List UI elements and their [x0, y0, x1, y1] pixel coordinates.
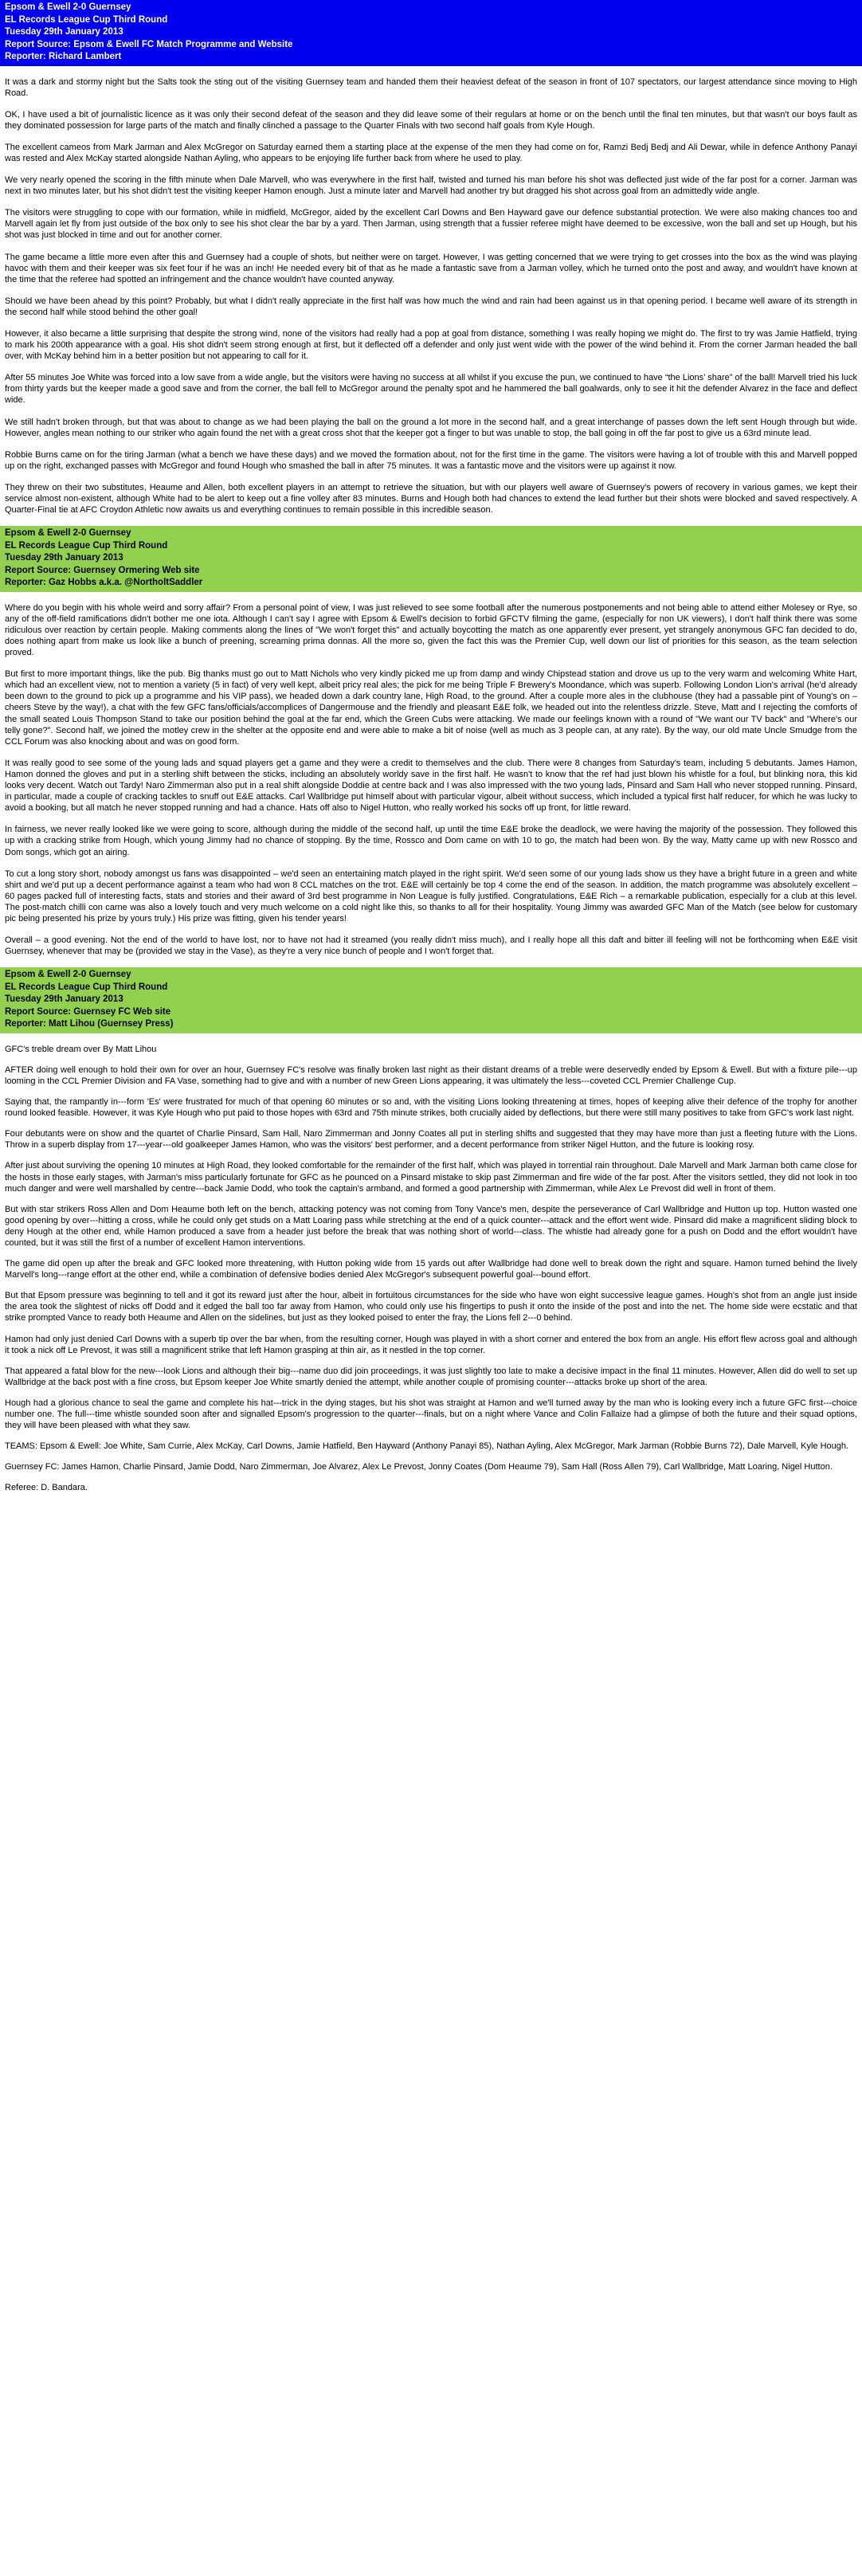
- report-paragraph: The game did open up after the break and GFC looked more threatening, with Hutton poking wide from 15 yards out after Wallbridge had done well to break down the right and square. Hamon turned behind the lively Marvell's long---range effort at the other end, while a combination of defensive bodies denied Alex McGregor's subsequent powerful goal---bound effort.: [5, 1259, 857, 1280]
- reporter: Reporter: Matt Lihou (Guernsey Press): [5, 1019, 174, 1029]
- report-paragraph: Saying that, the rampantly in---form 'Es' were frustrated for much of that opening 60 minutes or so and, with the visiting Lions looking threatening at times, hopes of keeping alive their defence of the trophy for another round looked feasible. However, it was Kyle Hough who put paid to those hopes with 63rd and 75th minute strikes, both crucially aided by deflections, but there were still many positives to take from GFC's work last night.: [5, 1097, 857, 1119]
- report-paragraph: Hamon had only just denied Carl Downs with a superb tip over the bar when, from the resulting corner, Hough was played in with a short corner and entered the box from an angle. His effort flew across goal and although it took a nick off Le Prevost, it was still a magnificent strike that left Hamon grasping at thin air, as it nestled in the top corner.: [5, 1334, 857, 1355]
- report-paragraph: They threw on their two substitutes, Heaume and Allen, both excellent players in an attempt to retrieve the situation, but with our players well aware of Guernsey's powers of recovery in various games, we kept their service almost non-existent, although White had to be alert to keep out a fine volley after 83 minutes. Burns and Hough both had chances to extend the lead further but their shots were blocked and saved respectively. A Quarter-Final tie at AFC Croydon Athletic now awaits us and everything continues to remain possible in this incredible season.: [5, 482, 857, 516]
- report-paragraph: However, it also became a little surprising that despite the strong wind, none of the visitors had really had a pop at goal from distance, something I was really hoping we might do. The first to try was Jamie Hatfield, trying to mark his 200th appearance with a goal. His shot didn't seem strong enough at first, but it deflected off a defender and only just went wide with the power of the wind behind it. From the corner Jarman headed the ball over, with McKay behind him in a better position but not appearing to call for it.: [5, 329, 857, 362]
- report-paragraph: It was really good to see some of the young lads and squad players get a game and they were a credit to themselves and the club. There were 8 changes from Saturday's team, including 5 debutants. James Hamon, Hamon donned the gloves and put in a sterling shift between the sticks, including an absolutely worldy save in the first half. He wasn't to know that the ref had just blown his whistle for a foul, but blinking nora, this kid looks very decent. Watch out Tardy! Naro Zimmerman also put in a real shift alongside Doddie at centre back and I was also impressed with the two young lads, Pinsard and Sam Hall who never stopped running. Pinsard, in particular, made a couple of cracking tackles to snuff out E&E attacks. Carl Wallbridge put himself about with particular vigour, albeit without success, which included a typical first half reducer, for which he was lucky to avoid a booking, but all match he never stopped running and had a chance. Hats off also to Nigel Hutton, who really worked his socks off up front, for little reward.: [5, 758, 857, 814]
- report-paragraph: Should we have been ahead by this point? Probably, but what I didn't really appreciate in the first half was how much the wind and rain had been against us in that opening period. I became well aware of its strength in the second half while stood behind the other goal!: [5, 296, 857, 317]
- report-paragraph: TEAMS: Epsom & Ewell: Joe White, Sam Currie, Alex McKay, Carl Downs, Jamie Hatfield, Ben Hayward (Anthony Panayi 85), Nathan Ayling, Alex McGregor, Mark Jarman (Robbie Burns 72), Dale Marvell, Kyle Hough.: [5, 1441, 849, 1452]
- report-paragraph: Where do you begin with his whole weird and sorry affair? From a personal point of view, I was just relieved to see some football after the numerous postponements and not being able to attend either Molesey or Rye, so any of the off-field ramifications didn't bother me one iota. Although I can't say I agree with Epsom & Ewell's decision to forbid GFCTV filming the game, (especially for non UK viewers), I don't half think there was some ridiculous over reaction by certain people. Making comments along the lines of "We won't forget this" and actually boycotting the match as one apparently ever present, yet strangely anonymous GFC fan decided to do, does nothing apart from make us look like a bunch of preening, screaming prima donnas. All the more so, given the fact this was the Premier Cup, well down our list of priorities for this season, as the team selection proved.: [5, 602, 857, 658]
- report-body-guernsey-press: [0, 1044, 862, 1494]
- report-paragraph: Guernsey FC: James Hamon, Charlie Pinsard, Jamie Dodd, Naro Zimmerman, Joe Alvarez, Alex Le Prevost, Jonny Coates (Dom Heaume 79), Sam Hall (Ross Allen 79), Carl Wallbridge, Matt Loaring, Nigel Hutton.: [5, 1462, 833, 1472]
- report-paragraph: After just about surviving the opening 10 minutes at High Road, they looked comfortable for the remainder of the first half, which was played in torrential rain throughout. Dale Marvell and Mark Jarman both came close for the hosts in those early stages, with Jarman's miss particularly fortunate for GFC as he pounced on a Pinsard mistake to skip past Zimmerman and fire wide of the far post. After the visitors settled, they did not look in too much danger and were well marshalled by centre---back Jamie Dodd, who took the captain's armband, and formed a good partnership with Zimmerman, while Alex Le Prevost did well in front of them.: [5, 1161, 857, 1194]
- report-paragraph: We still hadn't broken through, but that was about to change as we had been playing the ball on the ground a lot more in the second half, and a great interchange of passes down the left sent Hough through but wide. However, angles mean nothing to our striker who again found the net with a great cross shot that the keeper got a finger to but was unable to stop, the ball going in off the far post to give us a 63rd minute lead.: [5, 417, 857, 438]
- report-body-epsom-programme: [0, 76, 862, 516]
- report-paragraph: Overall – a good evening. Not the end of the world to have lost, nor to have not had it streamed (you really didn't miss much), and I really hope all this daft and bitter ill feeling will not be forthcoming when E&E visit Guernsey, whenever that may be (provided we stay in the Vase), as they're a very nice bunch of people and I won't forget that.: [5, 935, 857, 957]
- report-source: Report Source: Guernsey FC Web site: [5, 1006, 171, 1017]
- match-date: Tuesday 29th January 2013: [5, 27, 123, 37]
- match-date: Tuesday 29th January 2013: [5, 994, 123, 1005]
- report-header-epsom-programme: [0, 0, 862, 66]
- report-paragraph: Hough had a glorious chance to seal the game and complete his hat---trick in the dying stages, but his shot was straight at Hamon and we'll turned away by the man who is looking every inch a future GFC first---choice number one. The full---time whistle sounded soon after and signalled Epsom's progression to the quarter---finals, but on a night where Vance and Colin Fallaize had a glimpse of both the future and their squad options, they will have been pleased with what they saw.: [5, 1398, 857, 1431]
- competition: EL Records League Cup Third Round: [5, 14, 168, 25]
- report-paragraph: Robbie Burns came on for the tiring Jarman (what a bench we have these days) and we moved the formation about, not for the first time in the game. The visitors were having a lot of trouble with this and Marvell popped up on the right, exchanged passes with McGregor and found Hough who smashed the ball in after 75 minutes. It was a fantastic move and the visitors were up against it now.: [5, 449, 857, 471]
- reporter: Reporter: Gaz Hobbs a.k.a. @NortholtSaddler: [5, 578, 203, 588]
- match-score: Epsom & Ewell 2-0 Guernsey: [5, 970, 131, 980]
- report-source: Report Source: Epsom & Ewell FC Match Programme and Website: [5, 39, 293, 49]
- report-paragraph: But first to more important things, like the pub. Big thanks must go out to Matt Nichols who very kindly picked me up from damp and windy Chipstead station and drove us up to the very warm and welcoming White Hart, which had an excellent view, not to mention a variety (5 in fact) of very well kept, albeit pricy real ales; the pick for me being Triple F Brewery's Moondance, which was superb. Following London Lion's arrival (he'd already been down to the ground to pick up a programme and his VIP pass), we headed down a dark country lane, High Road, to the ground. After a couple more ales in the clubhouse (they had a passable pint of Young's on – cheers Steve by the way!), a chat with the few GFC fans/officials/accomplices of Dangermouse and the friendly and pleasant E&E folk, we headed out into the relentless drizzle. Steve, Matt and I rejecting the comforts of the small seated Louis Thompson Stand to take our position behind the goal at the far end, which the Green Cubs were attacking. We made our feelings known with a round of "We want our TV back" and "Where's our telly gone?". Second half, we joined the motley crew in the shelter at the opposite end and were able to make a bit of noise (well as much as 3 people can, at any rate). By the way, our old mate Uncle Smudge from the CCL Forum was also knocking about and was on good form.: [5, 669, 857, 747]
- match-score: Epsom & Ewell 2-0 Guernsey: [5, 2, 131, 12]
- report-paragraph: The visitors were struggling to cope with our formation, while in midfield, McGregor, aided by the excellent Carl Downs and Ben Hayward gave our defence substantial protection. We were also making chances too and Marvell again let fly from just outside of the box only to see his shot clear the bar by a yard. Then Jarman, using strength that a fussier referee might have deemed to be excessive, won the ball and set up Hough, but his shot was just blocked in time and out for another corner.: [5, 208, 857, 241]
- report-header-guernsey-press: [0, 967, 862, 1033]
- report-paragraph: GFC's treble dream over By Matt Lihou: [5, 1044, 157, 1054]
- report-paragraph: But with star strikers Ross Allen and Dom Heaume both left on the bench, attacking potency was not coming from Tony Vance's men, despite the perseverance of Carl Wallbridge and Hutton up top. Hutton wasted one good opening by over---hitting a cross, while he could only get studs on a Matt Loaring pass while stretching at the end of a quick counter---attack and the effort went wide. Pinsard did make a magnificent sliding block to deny Hough at the other end, while Hamon produced a save from a header just before the break that was nothing short of world---class. The whistle had already gone for a push on Dodd and the effort wouldn't have counted, but it was still the first of a number of excellent Hamon interventions.: [5, 1204, 857, 1248]
- match-date: Tuesday 29th January 2013: [5, 553, 123, 563]
- report-paragraph: To cut a long story short, nobody amongst us fans was disappointed – we'd seen an entertaining match played in the right spirit. We'd seen some of our young lads show us they have a bright future in a green and white shirt and we'd put up a decent performance against a team who had won 8 CCL matches on the trot. E&E will certainly be top 4 come the end of the season. In addition, the match programme was absolutely excellent – 60 pages packed full of interesting facts, stats and stories and their award of 3rd best programme in Non League is fully justified. Congratulations, E&E Rich – a remarkable publication, especially for a club at this level. The post-match chilli con carne was also a lovely touch and very much welcome on a cold night like this, so thanks to all for their hospitality. Young Jimmy was awarded GFC Man of the Match (see below for customary pic being presented his prize by yours truly.) His prize was fitting, given his tender years!: [5, 868, 857, 923]
- report-paragraph: It was a dark and stormy night but the Salts took the sting out of the visiting Guernsey team and handed them their heaviest defeat of the season in front of 107 spectators, our largest attendance since moving to High Road.: [5, 76, 857, 98]
- competition: EL Records League Cup Third Round: [5, 540, 168, 551]
- report-paragraph: We very nearly opened the scoring in the fifth minute when Dale Marvell, who was everywhere in the first half, twisted and turned his man before his shot was deflected just wide of the far post for a corner. Jarman was next in two minutes later, but his shot didn't test the visiting keeper Hamon enough. Just a minute later and Marvell had another try but dragged his shot across goal from an admittedly wide angle.: [5, 175, 857, 197]
- reporter: Reporter: Richard Lambert: [5, 52, 122, 61]
- report-body-guernsey-ormering: [0, 602, 862, 958]
- report-header-guernsey-ormering: [0, 526, 862, 592]
- report-paragraph: That appeared a fatal blow for the new---look Lions and although their big---name duo did join proceedings, it was just slightly too late to make a decisive impact in the final 11 minutes. However, Allen did do well to set up Wallbridge at the back post with a fine cross, but Epsom keeper Joe White smartly denied the attempt, while another couple of promising counter---attacks broke up short of the area.: [5, 1366, 857, 1387]
- report-paragraph: Four debutants were on show and the quartet of Charlie Pinsard, Sam Hall, Naro Zimmerman and Jonny Coates all put in sterling shifts and suggested that they may have more than just a fleeting future with the Lions. Throw in a superb display from 17---year---old goalkeeper James Hamon, who was the visitors' best performer, and a decent performance from striker Nigel Hutton, and the future is looking rosy.: [5, 1129, 857, 1151]
- report-paragraph: In fairness, we never really looked like we were going to score, although during the middle of the second half, up until the time E&E broke the deadlock, we were having the majority of the possession. They followed this up with a cracking strike from Hough, which young Jimmy had no chance of stopping. By the time, Rossco and Dom came on with 10 to go, the match had been won. By the way, Matty came up with new Rossco and Dom songs, which got an airing.: [5, 825, 857, 857]
- report-paragraph: But that Epsom pressure was beginning to tell and it got its reward just after the hour, albeit in fortuitous circumstances for the side who have won eight successive league games. Hough's shot from an angle just inside the area took the slightest of nicks off Dodd and it edged the ball too far away from Hamon, who could only use his fingertips to push it onto the inside of the post and into the net. The home side were ecstatic and that strike prompted Vance to ready both Heaume and Allen on the sidelines, but just as they looked poised to enter the fray, the Lions fell 2---0 behind.: [5, 1291, 857, 1323]
- report-paragraph: The game became a little more even after this and Guernsey had a couple of shots, but neither were on target. However, I was getting concerned that we were trying to get crosses into the box as the wind was playing havoc with them and their keeper was six feet four if he was an inch! He needed every bit of that as he made a fantastic save from a Jarman volley, which he turned onto the post and away, and wouldn't have known at the time that the referee had spotted an infringement and the chance wouldn't have counted anyway.: [5, 252, 857, 284]
- report-paragraph: After 55 minutes Joe White was forced into a low save from a wide angle, but the visitors were having no success at all whilst if you excuse the pun, we continued to have “the Lions’ share” of the ball! Marvell tried his luck from thirty yards but the keeper made a good save and from the corner, the ball fell to McGregor around the penalty spot and he hammered the ball goalwards, only to see it hit the defender Alvarez in the face and deflect wide.: [5, 373, 857, 406]
- report-paragraph: The excellent cameos from Mark Jarman and Alex McGregor on Saturday earned them a starting place at the expense of the men they had come on for, Ramzi Bedj Bedj and Ali Dewar, while in defence Anthony Panayi was rested and Alex McKay started alongside Nathan Ayling, who appears to be enjoying life further back from where he used to play.: [5, 142, 857, 163]
- report-paragraph: AFTER doing well enough to hold their own for over an hour, Guernsey FC's resolve was finally broken last night as their distant dreams of a treble were deservedly ended by Epsom & Ewell. But with a fixture pile---up looming in the CCL Premier Division and FA Vase, something had to give and with a number of new Green Lions appearing, it was ultimately the less---coveted CCL Premier Challenge Cup.: [5, 1065, 857, 1086]
- match-score: Epsom & Ewell 2-0 Guernsey: [5, 528, 131, 539]
- report-paragraph: OK, I have used a bit of journalistic licence as it was only their second defeat of the season and they did leave some of their regulars at home or on the bench until the final ten minutes, but that wasn't our boys fault as they dominated possession for large parts of the match and finally clinched a passage to the Quarter Finals with two second half goals from Kyle Hough.: [5, 109, 857, 131]
- report-paragraph: Referee: D. Bandara.: [5, 1483, 88, 1493]
- report-source: Report Source: Guernsey Ormering Web site: [5, 565, 200, 575]
- competition: EL Records League Cup Third Round: [5, 982, 168, 992]
